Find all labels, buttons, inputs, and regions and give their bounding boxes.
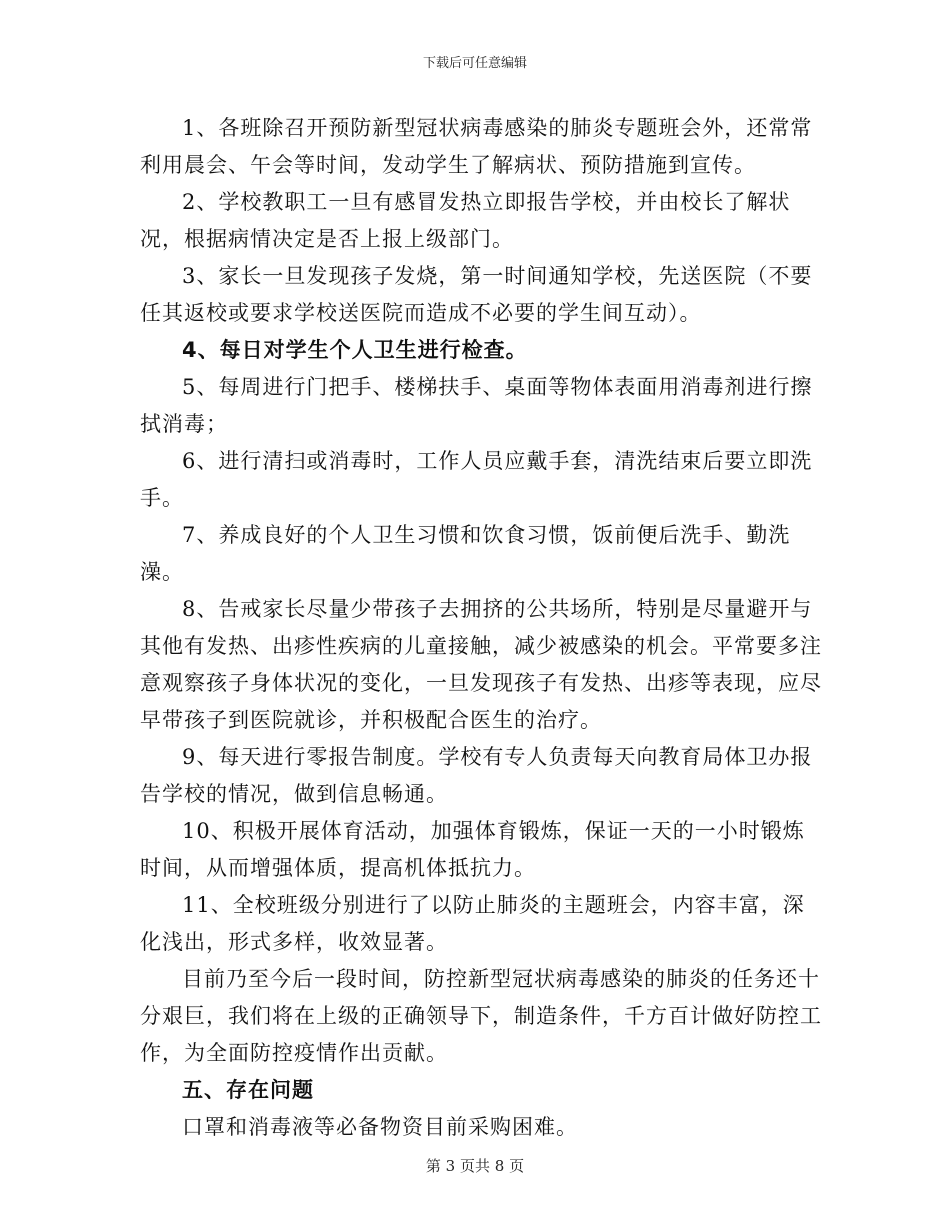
paragraph-7: 7、养成良好的个人卫生习惯和饮食习惯，饭前便后洗手、勤洗澡。 <box>140 523 791 584</box>
page-indicator: 第 3 页共 8 页 <box>425 1157 525 1175</box>
paragraph-summary: 目前乃至今后一段时间，防控新型冠状病毒感染的肺炎的任务还十分艰巨，我们将在上级的正确领导下，制造条件，千方百计做好防控工作，为全面防控疫情作出贡献。 <box>140 967 822 1065</box>
paragraph-5: 5、每周进行门把手、楼梯扶手、桌面等物体表面用消毒剂进行擦拭消毒； <box>140 375 813 436</box>
paragraph-10: 10、积极开展体育活动，加强体育锻炼，保证一天的一小时锻炼时间，从而增强体质，提高机体抵抗力。 <box>140 819 805 880</box>
header-note: 下载后可任意编辑 <box>422 56 527 71</box>
document-body <box>140 110 825 1146</box>
paragraph-problems: 口罩和消毒液等必备物资目前采购困难。 <box>182 1115 578 1139</box>
paragraph-11: 11、全校班级分别进行了以防止肺炎的主题班会，内容丰富，深化浅出，形式多样，收效显著。 <box>140 893 805 954</box>
paragraph-1: 1、各班除召开预防新型冠状病毒感染的肺炎专题班会外，还常常利用晨会、午会等时间，发动学生了解病状、预防措施到宣传。 <box>140 116 813 177</box>
paragraph-2: 2、学校教职工一旦有感冒发热立即报告学校，并由校长了解状况，根据病情决定是否上报上级部门。 <box>140 190 791 251</box>
paragraph-3: 3、家长一旦发现孩子发烧，第一时间通知学校，先送医院（不要任其返校或要求学校送医院而造成不必要的学生间互动）。 <box>140 264 813 325</box>
paragraph-6: 6、进行清扫或消毒时，工作人员应戴手套，清洗结束后要立即洗手。 <box>140 449 813 510</box>
section-heading-problems: 五、存在问题 <box>182 1078 314 1102</box>
paragraph-8: 8、告戒家长尽量少带孩子去拥挤的公共场所，特别是尽量避开与其他有发热、出疹性疾病的儿童接触，减少被感染的机会。平常要多注意观察孩子身体状况的变化，一旦发现孩子有发热、出疹等表现，应尽早带孩子到医院就诊，并积极配合医生的治疗。 <box>140 597 822 732</box>
paragraph-9: 9、每天进行零报告制度。学校有专人负责每天向教育局体卫办报告学校的情况，做到信息畅通。 <box>140 745 813 806</box>
paragraph-4-heading: 4、每日对学生个人卫生进行检查。 <box>182 338 528 362</box>
